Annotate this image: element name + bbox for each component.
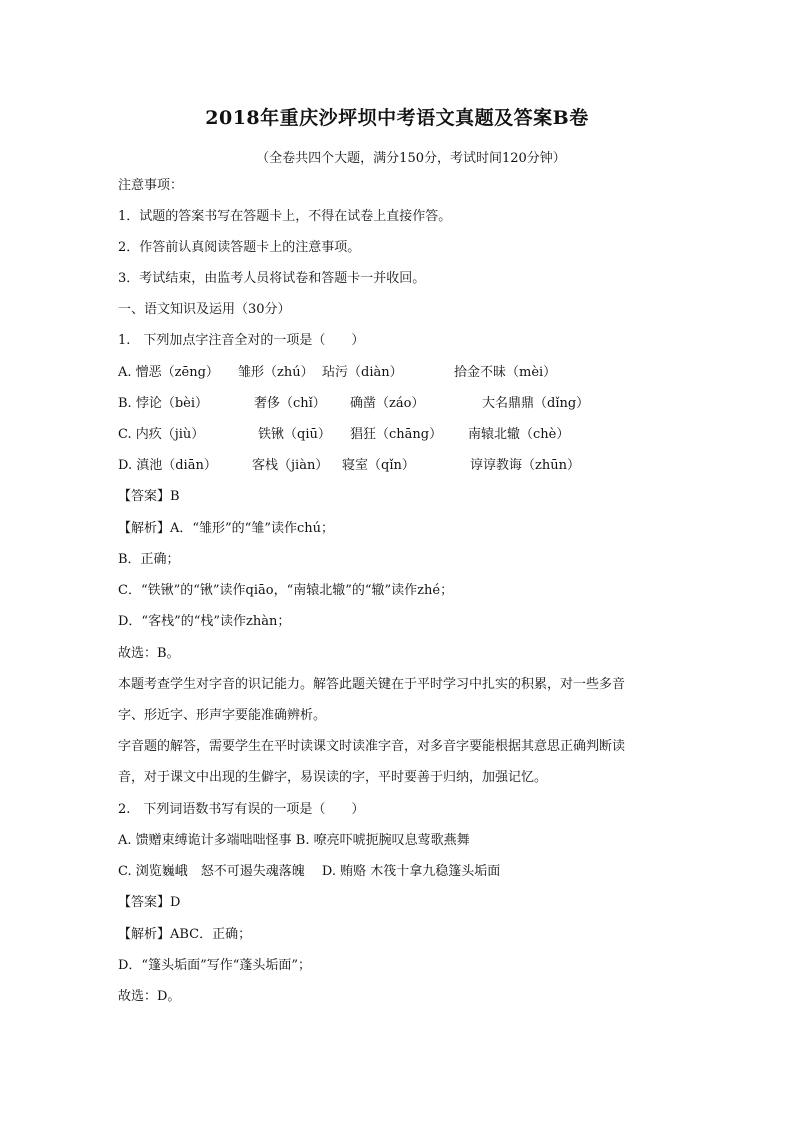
commentary-line: 字、形近字、形声字要能准确辨析。 <box>118 708 327 723</box>
analysis-line: D．“客栈”的“栈”读作zhàn； <box>118 614 291 629</box>
document-subtitle: （全卷共四个大题，满分150分，考试时间120分钟） <box>256 151 566 166</box>
option-item: 玷污（diàn） <box>322 365 403 380</box>
option-item: 雏形（zhú） <box>238 365 314 380</box>
question-option-row: A. 馈赠束缚诡计多端咄咄怪事 B. 嘹亮吓唬扼腕叹息莺歌燕舞 <box>118 833 470 848</box>
analysis-line: 故选：B。 <box>118 646 180 661</box>
section-heading: 一、语文知识及运用（30分） <box>118 302 291 317</box>
answer-line: 【答案】D <box>118 895 181 910</box>
analysis-line: B．正确； <box>118 552 180 567</box>
commentary-line: 音，对于课文中出现的生僻字，易误读的字，平时要善于归纳，加强记忆。 <box>118 770 548 785</box>
document-title: 2018年重庆沙坪坝中考语文真题及答案B卷 <box>205 107 589 129</box>
notice-item: 3．考试结束，由监考人员将试卷和答题卡一并收回。 <box>118 271 426 286</box>
analysis-line: D．“篷头垢面”写作“蓬头垢面”； <box>118 958 312 973</box>
notice-item: 1．试题的答案书写在答题卡上，不得在试卷上直接作答。 <box>118 209 452 224</box>
option-item: C. 内疚（jiù） <box>118 427 205 442</box>
option-item: 奢侈（chǐ） <box>254 396 326 411</box>
commentary-line: 字音题的解答，需要学生在平时读课文时读准字音，对多音字要能根据其意思正确判断读 <box>118 739 626 754</box>
analysis-line: 故选：D。 <box>118 989 181 1004</box>
analysis-line: C．“铁锹”的“锹”读作qiāo，“南辕北辙”的“辙”读作zhé； <box>118 583 454 598</box>
option-item: 大名鼎鼎（dǐng） <box>482 396 590 411</box>
option-item: 拾金不昧（mèi） <box>454 365 557 380</box>
option-item: 铁锹（qiū） <box>258 427 331 442</box>
question-stem: 2. 下列词语数书写有误的一项是（ ） <box>118 802 365 817</box>
option-item: D. 滇池（diān） <box>118 458 217 473</box>
option-item: 谆谆教诲（zhūn） <box>470 458 580 473</box>
option-item: 南辕北辙（chè） <box>468 427 570 442</box>
option-item: B. 悖论（bèi） <box>118 396 208 411</box>
question-option-row: C. 浏览巍峨 怒不可遏失魂落魄 D. 贿赂 木筏十拿九稳篷头垢面 <box>118 864 501 879</box>
question-stem: 1. 下列加点字注音全对的一项是（ ） <box>118 333 365 348</box>
answer-line: 【答案】B <box>118 489 180 504</box>
option-item: 确凿（záo） <box>350 396 425 411</box>
option-item: 客栈（jiàn） <box>252 458 329 473</box>
analysis-line: 【解析】ABC．正确； <box>118 927 252 942</box>
option-item: 寝室（qǐn） <box>342 458 415 473</box>
option-item: 猖狂（chāng） <box>350 427 443 442</box>
commentary-line: 本题考查学生对字音的识记能力。解答此题关键在于平时学习中扎实的积累，对一些多音 <box>118 677 626 692</box>
notice-item: 2．作答前认真阅读答题卡上的注意事项。 <box>118 240 361 255</box>
notice-heading: 注意事项： <box>118 178 184 193</box>
option-item: A. 憎恶（zēng） <box>118 365 219 380</box>
analysis-line: 【解析】A．“雏形”的“雏”读作chú； <box>118 521 334 536</box>
